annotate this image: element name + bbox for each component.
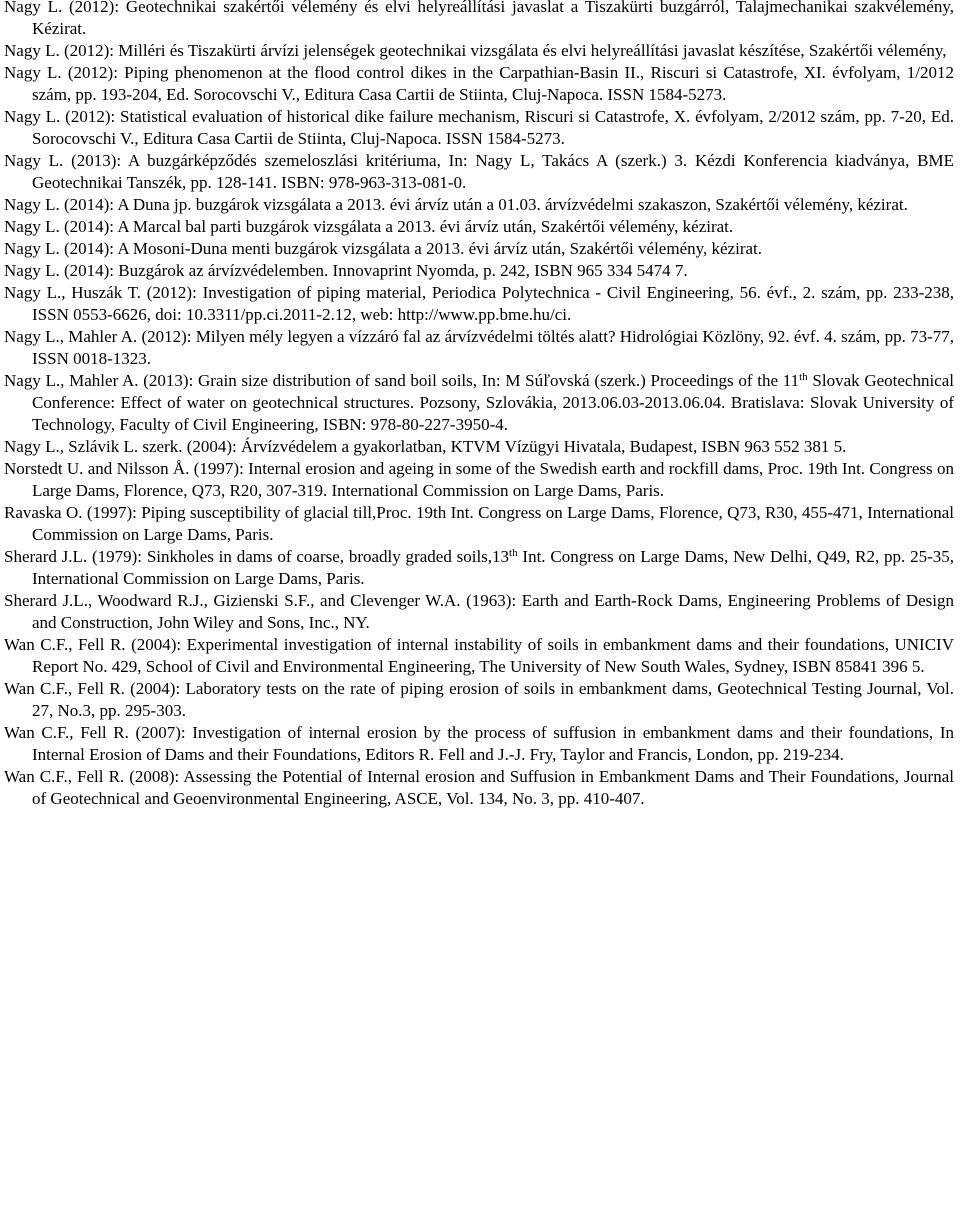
reference-entry: Wan C.F., Fell R. (2007): Investigation of internal erosion by the process of suffusion in embankment dams and their foundations, In Internal Erosion of Dams and their Foundations, Editors R. Fell and J.-J. Fry, Taylor and Francis, London, pp. 219-234. [4,723,954,764]
ordinal-superscript: th [799,371,808,383]
reference-entry: Wan C.F., Fell R. (2004): Laboratory tests on the rate of piping erosion of soils in embankment dams, Geotechnical Testing Journal, Vol. 27, No.3, pp. 295-303. [4,679,954,720]
reference-entry: Nagy L. (2014): A Duna jp. buzgárok vizsgálata a 2013. évi árvíz után a 01.03. árvízvédelmi szakaszon, Szakértői vélemény, kézirat. [4,195,908,214]
ordinal-superscript: th [509,547,518,559]
reference-entry: Nagy L. (2014): Buzgárok az árvízvédelemben. Innovaprint Nyomda, p. 242, ISBN 965 334 5474 7. [4,261,688,280]
reference-text: Slovak Geotechnical Conference: Effect of water on geotechnical structures. Pozsony, Szlovákia, 2013.06.03-2013.06.04. Bratislava: Slovak University of Technology, Faculty of Civil Engineering, ISBN: 978-80-227-3950-4. [32,371,954,434]
reference-entry: Nagy L. (2012): Statistical evaluation of historical dike failure mechanism, Riscuri si Catastrofe, X. évfolyam, 2/2012 szám, pp. 7-20, Ed. Sorocovschi V., Editura Casa Cartii de Stiinta, Cluj-Napoca. ISSN 1584-5273. [4,107,954,148]
reference-entry: Norstedt U. and Nilsson Å. (1997): Internal erosion and ageing in some of the Swedish earth and rockfill dams, Proc. 19th Int. Congress on Large Dams, Florence, Q73, R20, 307-319. International Commission on Large Dams, Paris. [4,459,954,500]
reference-entry: Nagy L. (2012): Geotechnikai szakértői vélemény és elvi helyreállítási javaslat a Tiszakürti buzgárról, Talajmechanikai szakvélemény, Kézirat. [4,0,954,38]
reference-entry: Nagy L. (2013): A buzgárképződés szemeloszlási kritériuma, In: Nagy L, Takács A (szerk.) 3. Kézdi Konferencia kiadványa, BME Geotechnikai Tanszék, pp. 128-141. ISBN: 978-963-313-081-0. [4,151,954,192]
reference-entry: Nagy L. (2012): Piping phenomenon at the flood control dikes in the Carpathian-Basin II., Riscuri si Catastrofe, XI. évfolyam, 1/2012 szám, pp. 193-204, Ed. Sorocovschi V., Editura Casa Cartii de Stiinta, Cluj-Napoca. ISSN 1584-5273. [4,63,954,104]
reference-entry: Wan C.F., Fell R. (2004): Experimental investigation of internal instability of soils in embankment dams and their foundations, UNICIV Report No. 429, School of Civil and Environmental Engineering, The University of New South Wales, Sydney, ISBN 85841 396 5. [4,635,954,676]
reference-entry [4,370,954,436]
reference-text: Nagy L., Mahler A. (2013): Grain size distribution of sand boil soils, In: M Súľovská (szerk.) Proceedings of the 11 [4,371,800,390]
reference-entry: Wan C.F., Fell R. (2008): Assessing the Potential of Internal erosion and Suffusion in Embankment Dams and Their Foundations, Journal of Geotechnical and Geoenvironmental Engineering, ASCE, Vol. 134, No. 3, pp. 410-407. [4,767,954,808]
reference-entry: Nagy L., Szlávik L. szerk. (2004): Árvízvédelem a gyakorlatban, KTVM Vízügyi Hivatala, Budapest, ISBN 963 552 381 5. [4,437,847,456]
reference-entry [4,546,954,590]
reference-entry: Nagy L. (2014): A Marcal bal parti buzgárok vizsgálata a 2013. évi árvíz után, Szakértői vélemény, kézirat. [4,217,734,236]
reference-entry: Nagy L., Huszák T. (2012): Investigation of piping material, Periodica Polytechnica - Civil Engineering, 56. évf., 2. szám, pp. 233-238, ISSN 0553-6626, doi: 10.3311/pp.ci.2011-2.12, web: http://www.pp.bme.hu/ci. [4,283,954,324]
reference-entry: Ravaska O. (1997): Piping susceptibility of glacial till,Proc. 19th Int. Congress on Large Dams, Florence, Q73, R30, 455-471, International Commission on Large Dams, Paris. [4,503,954,544]
reference-entry: Sherard J.L., Woodward R.J., Gizienski S.F., and Clevenger W.A. (1963): Earth and Earth-Rock Dams, Engineering Problems of Design and Construction, John Wiley and Sons, Inc., NY. [4,591,954,632]
reference-text: Int. Congress on Large Dams, New Delhi, Q49, R2, pp. 25-35, International Commission on Large Dams, Paris. [32,547,954,588]
reference-entry: Nagy L., Mahler A. (2012): Milyen mély legyen a vízzáró fal az árvízvédelmi töltés alatt? Hidrológiai Közlöny, 92. évf. 4. szám, pp. 73-77, ISSN 0018-1323. [4,327,954,368]
reference-text: Sherard J.L. (1979): Sinkholes in dams of coarse, broadly graded soils,13 [4,547,510,566]
reference-entry: Nagy L. (2012): Milléri és Tiszakürti árvízi jelenségek geotechnikai vizsgálata és elvi helyreállítási javaslat készítése, Szakértői vélemény, [4,41,947,60]
reference-entry: Nagy L. (2014): A Mosoni-Duna menti buzgárok vizsgálata a 2013. évi árvíz után, Szakértői vélemény, kézirat. [4,239,763,258]
